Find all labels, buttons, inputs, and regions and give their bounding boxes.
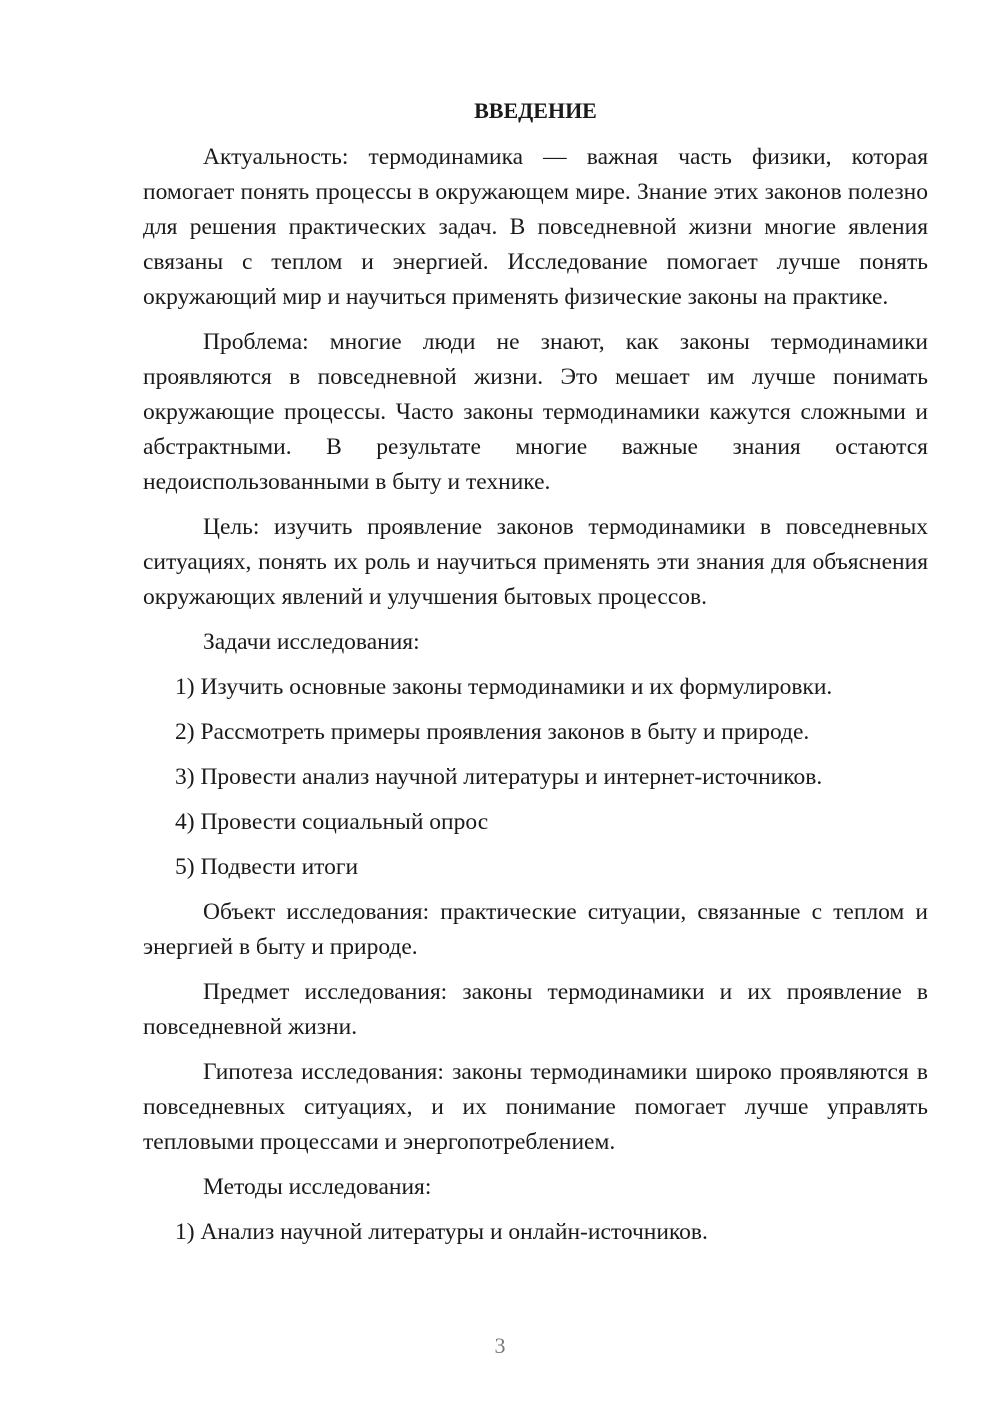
- page-number: 3: [494, 1333, 506, 1358]
- subject-paragraph: Предмет исследования: законы термодинамики и их проявление в повседневной жизни.: [143, 979, 928, 1040]
- tasks-list: [143, 670, 928, 885]
- task-item: 5) Подвести итоги: [175, 854, 359, 880]
- methods-heading: Методы исследования:: [203, 1174, 432, 1200]
- relevance-paragraph: Актуальность: термодинамика — важная часть физики, которая помогает понять процессы в окружающем мире. Знание этих законов полезно для решения практических задач. В повседневной жизни многие явления связаны с теплом и энергией. Исследование помогает лучше понять окружающий мир и научиться применять физические законы на практике.: [143, 144, 928, 310]
- problem-paragraph: Проблема: многие люди не знают, как законы термодинамики проявляются в повседневной жизни. Это мешает им лучше понимать окружающие процессы. Часто законы термодинамики кажутся сложными и абстрактными. В результате многие важные знания остаются недоиспользованными в быту и технике.: [143, 329, 928, 495]
- task-item: 2) Рассмотреть примеры проявления законов в быту и природе.: [175, 719, 810, 745]
- task-item: 1) Изучить основные законы термодинамики и их формулировки.: [175, 674, 833, 700]
- goal-paragraph: Цель: изучить проявление законов термодинамики в повседневных ситуациях, понять их роль и научиться применять эти знания для объяснения окружающих явлений и улучшения бытовых процессов.: [143, 514, 928, 610]
- object-paragraph: Объект исследования: практические ситуации, связанные с теплом и энергией в быту и природе.: [143, 899, 928, 960]
- method-item: 1) Анализ научной литературы и онлайн-источников.: [175, 1219, 708, 1245]
- page-content: [143, 93, 928, 1260]
- tasks-heading: Задачи исследования:: [203, 629, 420, 655]
- methods-list: [143, 1215, 928, 1250]
- task-item: 4) Провести социальный опрос: [175, 809, 489, 835]
- task-item: 3) Провести анализ научной литературы и интернет-источников.: [175, 764, 823, 790]
- section-title: ВВЕДЕНИЕ: [474, 98, 597, 123]
- hypothesis-paragraph: Гипотеза исследования: законы термодинамики широко проявляются в повседневных ситуациях, и их понимание помогает лучше управлять тепловыми процессами и энергопотреблением.: [143, 1059, 928, 1155]
